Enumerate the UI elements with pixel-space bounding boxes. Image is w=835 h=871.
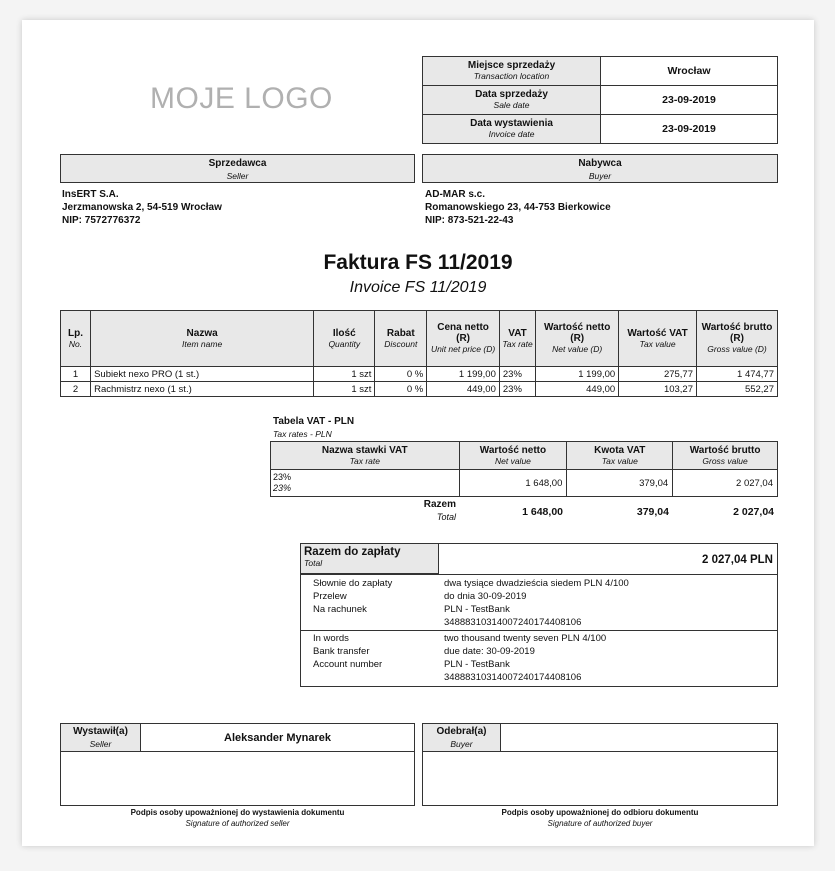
info-value: Wrocław <box>601 57 778 86</box>
issuer-signature-box <box>60 723 415 806</box>
col-net: Wartość netto (R) Net value (D) <box>536 311 619 367</box>
payment-box <box>300 543 778 687</box>
vat-col-tax: Kwota VAT Tax value <box>567 442 673 470</box>
seller-name: InsERT S.A. <box>62 189 119 200</box>
invoice-title: Faktura FS 11/2019 <box>323 251 513 274</box>
issuer-signature-caption: Podpis osoby upoważnionej do wystawienia dokumentu Signature of authorized seller <box>130 808 345 828</box>
payment-header-sub: Total <box>304 558 323 568</box>
cell-gross: 1 474,77 <box>697 367 778 382</box>
info-row-invoice-date <box>423 115 778 144</box>
col-name: Nazwa Item name <box>91 311 314 367</box>
vat-total-net: 1 648,00 <box>522 506 563 518</box>
invoice-page <box>22 20 814 846</box>
cell-lp: 2 <box>61 382 91 397</box>
cell-name: Rachmistrz nexo (1 st.) <box>91 382 314 397</box>
info-label: Miejsce sprzedaży Transaction location <box>423 57 601 86</box>
col-unit-price: Cena netto (R) Unit net price (D) <box>427 311 500 367</box>
buyer-details <box>425 188 611 227</box>
receiver-signature-box <box>422 723 778 806</box>
receiver-signature-caption: Podpis osoby upoważnionej do odbioru dokumentu Signature of authorized buyer <box>501 808 699 828</box>
divider <box>301 574 777 575</box>
cell-tax: 275,77 <box>619 367 697 382</box>
seller-address: Jerzmanowska 2, 54-519 Wrocław <box>62 202 222 213</box>
info-label: Data sprzedaży Sale date <box>423 86 601 115</box>
receiver-signature-header: Odebrał(a) Buyer <box>423 724 501 752</box>
cell-vat: 23% <box>499 367 535 382</box>
vat-table <box>270 441 778 497</box>
info-value: 23-09-2019 <box>601 115 778 144</box>
cell-qty: 1 szt <box>314 367 375 382</box>
vat-header-row <box>271 442 778 470</box>
buyer-address: Romanowskiego 23, 44-753 Bierkowice <box>425 202 611 213</box>
payment-header <box>301 544 439 574</box>
invoice-subtitle: Invoice FS 11/2019 <box>349 279 487 296</box>
col-vat: VAT Tax rate <box>499 311 535 367</box>
payment-total: 2 027,04 PLN <box>702 554 773 566</box>
cell-name: Subiekt nexo PRO (1 st.) <box>91 367 314 382</box>
vat-total-gross: 2 027,04 <box>733 506 774 518</box>
vat-col-rate: Nazwa stawki VAT Tax rate <box>271 442 460 470</box>
cell-net: 449,00 <box>536 382 619 397</box>
table-row <box>61 382 778 397</box>
table-row <box>271 470 778 497</box>
payment-pl-values: dwa tysiące dwadzieścia siedem PLN 4/100 do dnia 30-09-2019 PLN - TestBank 34888310314007240174408106 <box>444 578 629 628</box>
vat-table-title: Tabela VAT - PLN <box>273 416 355 427</box>
info-value: 23-09-2019 <box>601 86 778 115</box>
table-row <box>61 367 778 382</box>
info-label: Data wystawienia Invoice date <box>423 115 601 144</box>
issuer-signature-header: Wystawił(a) Seller <box>61 724 141 752</box>
cell-price: 1 199,00 <box>427 367 500 382</box>
cell-tax: 103,27 <box>619 382 697 397</box>
cell-price: 449,00 <box>427 382 500 397</box>
invoice-info-table <box>422 56 778 144</box>
items-table <box>60 310 778 397</box>
cell-discount: 0 % <box>375 382 427 397</box>
cell-vat: 23% <box>499 382 535 397</box>
divider <box>301 630 777 631</box>
vat-table-subtitle: Tax rates - PLN <box>273 429 332 439</box>
company-logo-placeholder: MOJE LOGO <box>150 82 333 115</box>
info-row-location <box>423 57 778 86</box>
receiver-name-cell <box>501 724 777 752</box>
cell-net: 1 199,00 <box>536 367 619 382</box>
cell-lp: 1 <box>61 367 91 382</box>
seller-nip: NIP: 7572776372 <box>62 215 141 226</box>
col-qty: Ilość Quantity <box>314 311 375 367</box>
vat-cell-net: 1 648,00 <box>459 470 567 497</box>
cell-qty: 1 szt <box>314 382 375 397</box>
payment-en-values: two thousand twenty seven PLN 4/100 due date: 30-09-2019 PLN - TestBank 34888310314007240174408106 <box>444 633 607 683</box>
buyer-nip: NIP: 873-521-22-43 <box>425 215 514 226</box>
cell-discount: 0 % <box>375 367 427 382</box>
vat-cell-rate: 23% 23% <box>271 470 460 497</box>
vat-total-tax: 379,04 <box>636 506 669 518</box>
buyer-name: AD-MAR s.c. <box>425 189 486 200</box>
col-tax: Wartość VAT Tax value <box>619 311 697 367</box>
info-row-sale-date <box>423 86 778 115</box>
items-header-row <box>61 311 778 367</box>
payment-pl-labels: Słownie do zapłaty Przelew Na rachunek <box>313 578 393 615</box>
vat-col-gross: Wartość brutto Gross value <box>673 442 778 470</box>
vat-total-label: Razem Total <box>423 499 456 522</box>
col-gross: Wartość brutto (R) Gross value (D) <box>697 311 778 367</box>
buyer-header: Nabywca Buyer <box>422 154 778 183</box>
seller-details <box>62 188 222 227</box>
payment-en-labels: In words Bank transfer Account number <box>313 633 383 670</box>
issuer-name: Aleksander Mynarek <box>224 732 331 744</box>
vat-cell-gross: 2 027,04 <box>673 470 778 497</box>
payment-header-title: Razem do zapłaty <box>304 546 401 558</box>
col-discount: Rabat Discount <box>375 311 427 367</box>
vat-cell-tax: 379,04 <box>567 470 673 497</box>
cell-gross: 552,27 <box>697 382 778 397</box>
vat-col-net: Wartość netto Net value <box>459 442 567 470</box>
col-lp: Lp. No. <box>61 311 91 367</box>
seller-header: Sprzedawca Seller <box>60 154 415 183</box>
